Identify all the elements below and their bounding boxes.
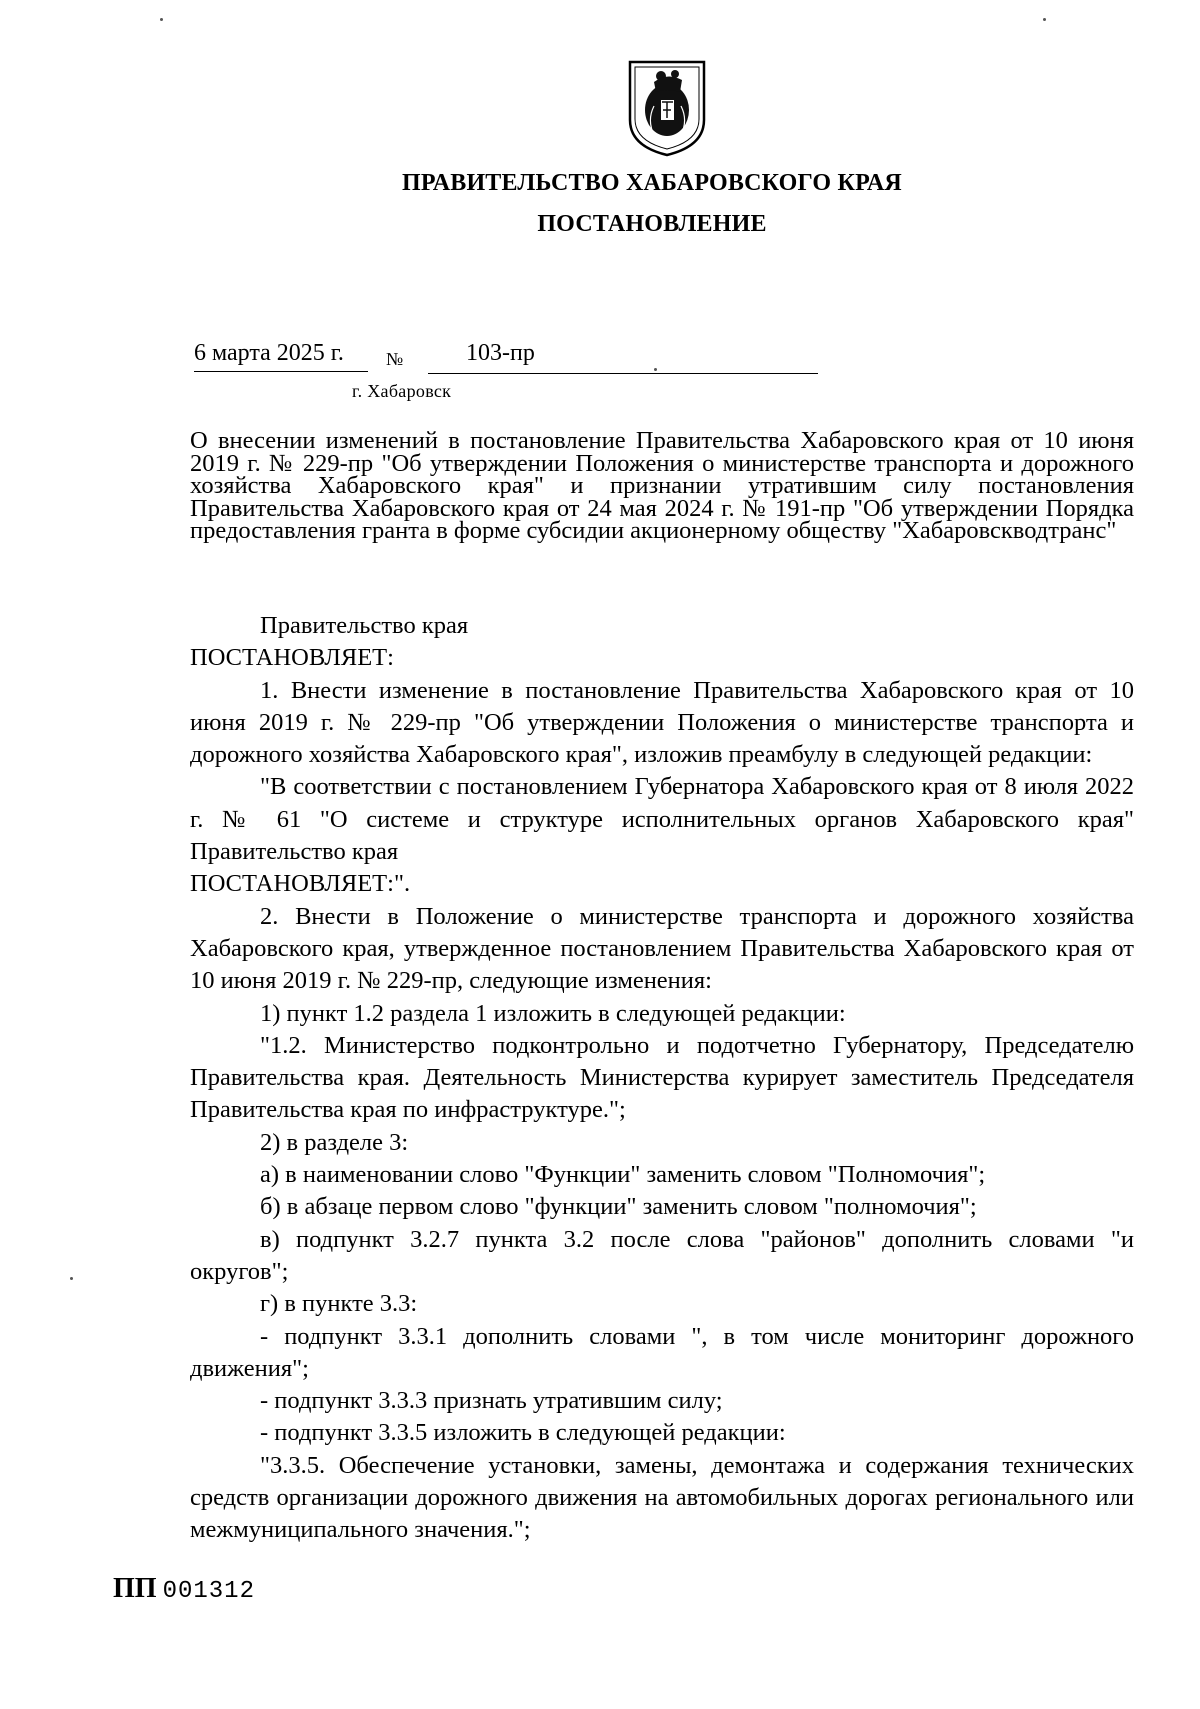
- scan-speck: [654, 368, 657, 371]
- body-paragraph: "3.3.5. Обеспечение установки, замены, демонтажа и содержания технических средств организации дорожного движения на автомобильных дорогах регионального или межмуниципального значения.";: [190, 1451, 1134, 1544]
- body-paragraph: ПОСТАНОВЛЯЕТ:: [190, 644, 394, 672]
- body-paragraph: 2. Внести в Положение о министерстве транспорта и дорожного хозяйства Хабаровского края, утвержденное постановлением Правительства Хабаровского края от 10 июня 2019 г. № 229-пр, следующие изменения:: [190, 902, 1134, 995]
- government-name: ПРАВИТЕЛЬСТВО ХАБАРОВСКОГО КРАЯ: [402, 170, 902, 196]
- coat-of-arms-bear-icon: [626, 58, 708, 158]
- number-sign: №: [386, 349, 404, 369]
- body-paragraph: "1.2. Министерство подконтрольно и подотчетно Губернатору, Председателю Правительства края. Деятельность Министерства курирует заместитель Председателя Правительства края по инфраструктуре.";: [190, 1031, 1134, 1124]
- body-paragraph: Правительство края: [260, 612, 469, 639]
- body-paragraph: - подпункт 3.3.1 дополнить словами ", в том числе мониторинг дорожного движения";: [190, 1322, 1134, 1382]
- form-serial-number: 001312: [162, 1578, 255, 1605]
- form-serial: [113, 1573, 255, 1605]
- body-paragraph: 1) пункт 1.2 раздела 1 изложить в следующей редакции:: [260, 999, 846, 1027]
- document-number: 103-пр: [466, 340, 535, 366]
- form-code: ПП: [113, 1573, 157, 1604]
- document-title: О внесении изменений в постановление Правительства Хабаровского края от 10 июня 2019 г. № 229-пр "Об утверждении Положения о министерстве транспорта и дорожного хозяйства Хабаровского края" и признании утратившим силу постановления Правительства Хабаровского края от 24 мая 2024 г. № 191-пр "Об утверждении Порядка предоставления гранта в форме субсидии акционерному обществу "Хабаровскводтранс": [190, 427, 1134, 544]
- body-paragraph: а) в наименовании слово "Функции" заменить словом "Полномочия";: [260, 1161, 986, 1189]
- document-type: ПОСТАНОВЛЕНИЕ: [537, 211, 767, 237]
- body-paragraph: 1. Внести изменение в постановление Правительства Хабаровского края от 10 июня 2019 г. № 229-пр "Об утверждении Положения о министерстве транспорта и дорожного хозяйства Хабаровского края", изложив преамбулу в следующей редакции:: [190, 676, 1134, 769]
- body-paragraph: б) в абзаце первом слово "функции" заменить словом "полномочия";: [260, 1193, 977, 1221]
- document-body: [190, 610, 1134, 1547]
- body-paragraph: г) в пункте 3.3:: [260, 1290, 418, 1318]
- scan-speck: [160, 18, 163, 21]
- number-underline: [428, 373, 818, 374]
- scan-speck: [70, 1277, 73, 1280]
- body-paragraph: - подпункт 3.3.5 изложить в следующей редакции:: [260, 1419, 786, 1447]
- document-city: г. Хабаровск: [352, 381, 452, 401]
- date-underline: [194, 371, 368, 372]
- body-paragraph: 2) в разделе 3:: [260, 1128, 409, 1156]
- body-paragraph: "В соответствии с постановлением Губернатора Хабаровского края от 8 июля 2022 г. № 61 "О системе и структуре исполнительных органов Хабаровского края" Правительство края: [190, 773, 1134, 866]
- body-paragraph: - подпункт 3.3.3 признать утратившим силу;: [260, 1387, 723, 1415]
- scan-speck: [1043, 18, 1046, 21]
- document-date: 6 марта 2025 г.: [194, 340, 344, 366]
- body-paragraph: ПОСТАНОВЛЯЕТ:".: [190, 870, 411, 898]
- body-paragraph: в) подпункт 3.2.7 пункта 3.2 после слова "районов" дополнить словами "и округов";: [190, 1225, 1134, 1285]
